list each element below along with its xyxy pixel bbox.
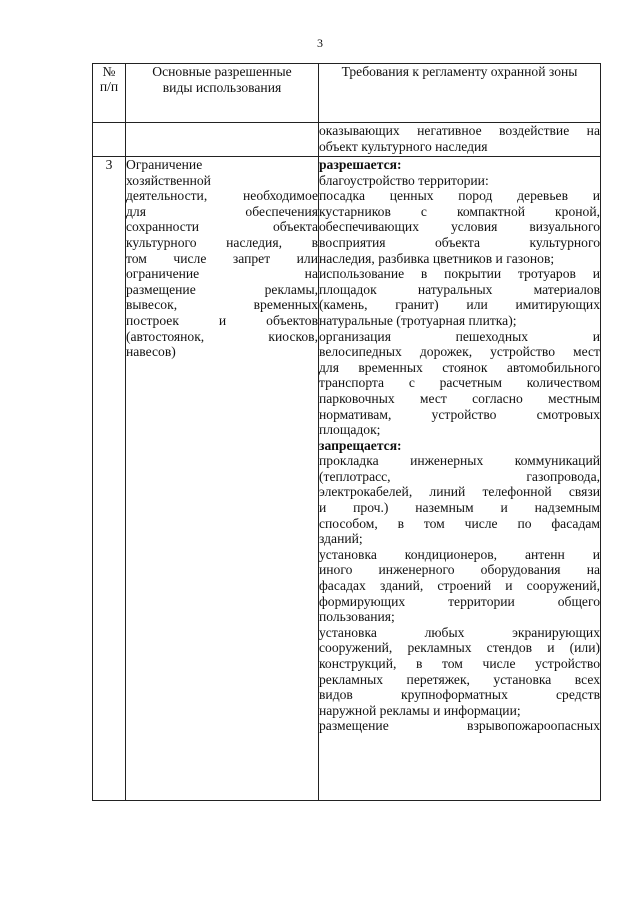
forbidden-line: фасадах зданий, строений и сооружений, — [319, 578, 600, 594]
row-requirements — [319, 157, 601, 801]
allowed-line: обеспечивающих условия визуального — [319, 219, 600, 235]
continuation-line: оказывающих негативное воздействие на — [319, 123, 600, 138]
permitted-use-line: построек и объектов — [126, 312, 318, 328]
allowed-line: натуральные (тротуарная плитка); — [319, 312, 517, 328]
forbidden-line: пользования; — [319, 609, 395, 625]
permitted-use-line: том числе запрет или — [126, 250, 318, 266]
header-uses-line-1: Основные разрешенные — [152, 64, 292, 79]
forbidden-line: видов крупноформатных средств — [319, 687, 600, 703]
continuation-row — [93, 123, 601, 157]
allowed-line: (камень, гранит) или имитирующих — [319, 297, 600, 313]
forbidden-line: рекламных перетяжек, установка всех — [319, 671, 600, 687]
header-requirements: Требования к регламенту охранной зоны — [319, 64, 601, 123]
page-number: 3 — [317, 36, 323, 50]
forbidden-line: прокладка инженерных коммуникаций — [319, 453, 600, 469]
continuation-line: объект культурного наследия — [319, 138, 488, 154]
forbidden-line: наружной рекламы и информации; — [319, 702, 521, 718]
table-header-row — [93, 64, 601, 123]
continuation-num-cell — [93, 123, 126, 157]
regulation-table — [92, 63, 601, 801]
forbidden-line: зданий; — [319, 531, 363, 547]
forbidden-line: размещение взрывопожароопасных — [319, 718, 600, 734]
forbidden-line: установка кондиционеров, антенн и — [319, 546, 600, 562]
header-permitted-uses — [126, 64, 319, 123]
allowed-line: организация пешеходных и — [319, 328, 600, 344]
permitted-use-line: хозяйственной — [126, 172, 211, 188]
forbidden-line: электрокабелей, линий телефонной связи — [319, 484, 600, 500]
allowed-heading: разрешается: — [319, 157, 402, 172]
allowed-line: велосипедных дорожек, устройство мест — [319, 344, 600, 360]
header-number-line-1: № — [102, 64, 116, 79]
row-number: 3 — [93, 157, 126, 801]
allowed-line: посадка ценных пород деревьев и — [319, 188, 600, 204]
allowed-line: транспорта с расчетным количеством — [319, 375, 600, 391]
permitted-use-line: вывесок, временных — [126, 297, 318, 313]
allowed-line: площадок; — [319, 422, 381, 438]
allowed-line: нормативам, устройство смотровых — [319, 406, 600, 422]
forbidden-heading: запрещается: — [319, 437, 402, 453]
permitted-use-line: ограничение на — [126, 266, 318, 282]
allowed-line: благоустройство территории: — [319, 172, 489, 188]
row-permitted-use — [126, 157, 319, 801]
allowed-line: восприятия объекта культурного — [319, 234, 600, 250]
header-uses-line-2: виды использования — [162, 80, 282, 95]
continuation-uses-cell — [126, 123, 319, 157]
forbidden-line: установка любых экранирующих — [319, 624, 600, 640]
table-row — [93, 157, 601, 801]
header-number-line-2: п/п — [99, 79, 119, 94]
continuation-req-cell — [319, 123, 601, 157]
forbidden-line: и проч.) наземным и надземным — [319, 500, 600, 516]
forbidden-line: конструкций, в том числе устройство — [319, 656, 600, 671]
forbidden-line: (теплотрасс, газопровода, — [319, 468, 600, 484]
permitted-use-line: деятельности, необходимое — [126, 188, 318, 204]
forbidden-line: сооружений, рекламных стендов и (или) — [319, 640, 600, 656]
permitted-use-line: навесов) — [126, 344, 176, 360]
allowed-line: парковочных мест согласно местным — [319, 390, 600, 406]
allowed-line: использование в покрытии тротуаров и — [319, 266, 600, 282]
permitted-use-line: сохранности объекта — [126, 219, 318, 235]
allowed-line: кустарников с компактной кроной, — [319, 203, 600, 219]
permitted-use-line: Ограничение — [126, 157, 203, 172]
allowed-line: наследия, разбивка цветников и газонов; — [319, 250, 555, 266]
allowed-line: площадок натуральных материалов — [319, 281, 600, 297]
header-number — [93, 64, 126, 123]
forbidden-line: формирующих территории общего — [319, 593, 600, 609]
permitted-use-line: размещение рекламы, — [126, 281, 318, 297]
permitted-use-line: (автостоянок, киосков, — [126, 328, 318, 344]
allowed-line: для временных стоянок автомобильного — [319, 359, 600, 375]
permitted-use-line: культурного наследия, в — [126, 234, 318, 250]
forbidden-line: иного инженерного оборудования на — [319, 562, 600, 578]
forbidden-line: способом, в том числе по фасадам — [319, 515, 600, 531]
permitted-use-line: для обеспечения — [126, 203, 318, 219]
